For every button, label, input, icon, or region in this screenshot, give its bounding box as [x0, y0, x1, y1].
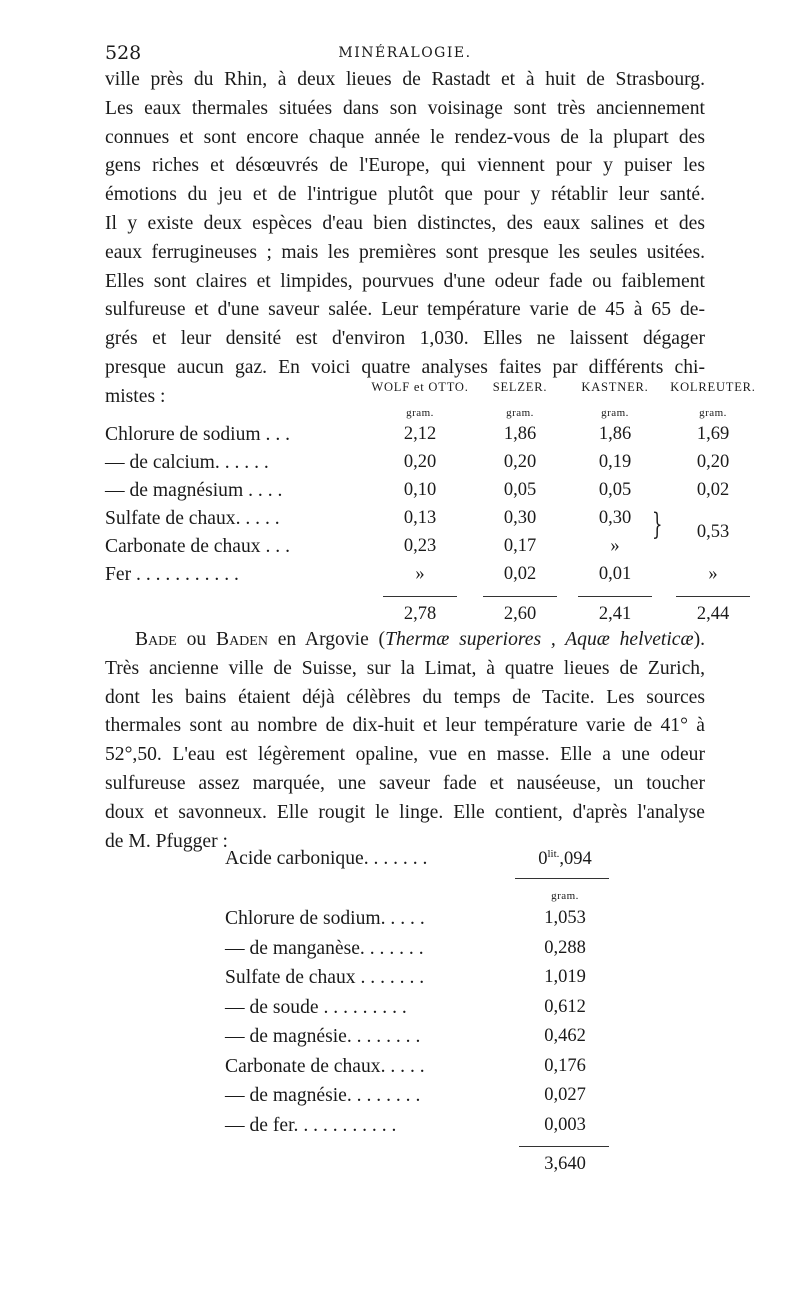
underline-rule — [515, 878, 609, 879]
paragraph-rastadt — [105, 66, 705, 412]
sum-rule — [578, 596, 652, 597]
text-line: grés et leur densité est d'environ 1,030. Elles ne laissent dégager — [105, 328, 705, 350]
table-value: 1,69 — [696, 424, 730, 444]
gas-value-int: 0 — [538, 849, 548, 870]
text-line: Très ancienne ville de Suisse, sur la Limat, à quatre lieues de Zurich, — [105, 657, 705, 679]
text-line: connues et sont encore chaque année le rendez-vous de la plupart des — [105, 126, 705, 148]
row-label: — de calcium. . . . . . — [105, 452, 269, 473]
table-value: 0,05 — [503, 480, 537, 500]
unit-label: gram. — [406, 407, 434, 419]
column-header: KOLREUTER. — [670, 380, 756, 394]
table-value: 0,30 — [503, 508, 537, 528]
row-label: — de manganèse. . . . . . . — [225, 937, 424, 959]
row-label: Chlorure de sodium. . . . . — [225, 908, 425, 929]
analysis-table-four-chemists — [105, 380, 756, 624]
text-line: dont les bains étaient déjà célèbres du temps de Tacite. Les sources — [105, 686, 705, 708]
text-line: émotions du jeu et de l'intrigue plutôt que pour y rétablir leur santé. — [105, 184, 705, 206]
text-line: gens riches et désœuvrés de l'Europe, qui viennent pour y puiser les — [105, 155, 705, 177]
text-line: 52°,50. L'eau est légèrement opaline, vue en masse. Elle a une odeur — [105, 744, 705, 766]
table-value: 0,01 — [598, 564, 632, 584]
table-value: 0,027 — [544, 1085, 586, 1105]
unit-label: gram. — [506, 407, 534, 419]
paragraph-baden-argovie — [105, 626, 705, 856]
table-value: 0,20 — [696, 452, 730, 472]
text-line: Elles sont claires et limpides, pourvues d'une odeur fade ou faiblement — [105, 270, 705, 292]
gas-value-frac: ,094 — [559, 849, 592, 870]
text-line: mistes : — [105, 385, 166, 407]
row-label: Sulfate de chaux . . . . . . . — [225, 967, 425, 988]
analysis-table-pfugger — [105, 848, 705, 1174]
row-label: Fer . . . . . . . . . . . — [105, 564, 239, 585]
gas-value-unit: lit. — [547, 848, 560, 860]
page-number: 528 — [105, 42, 142, 64]
table-value: 0,13 — [403, 508, 437, 528]
table-value: » — [415, 564, 425, 584]
table-value: 0,20 — [403, 452, 437, 472]
row-label: — de soude . . . . . . . . . — [225, 996, 407, 1018]
table-value: 0,288 — [544, 937, 586, 958]
unit-label: gram. — [601, 407, 629, 419]
table-value: 0,05 — [598, 480, 632, 500]
table-value: 1,053 — [544, 908, 586, 928]
table-value: 0,20 — [503, 452, 537, 472]
row-label: Carbonate de chaux . . . — [105, 536, 290, 557]
text-line: thermales sont au nombre de dix-huit et leur température varie de 41° à — [105, 715, 705, 737]
table-value: » — [708, 564, 718, 584]
lead-text: en Argovie ( — [277, 629, 386, 650]
text-line: de M. Pfugger : — [105, 830, 228, 852]
table-value: 0,176 — [544, 1055, 586, 1076]
unit-label: gram. — [699, 407, 727, 419]
total-value: 2,60 — [503, 604, 537, 624]
latin-name: Thermæ superiores , Aquæ helveticæ — [385, 629, 694, 650]
sum-rule — [483, 596, 557, 597]
table-value: 0,02 — [696, 480, 730, 500]
total-value: 2,41 — [598, 604, 632, 624]
text-line: eaux ferrugineuses ; mais les premières sont presque les seules usitées. — [105, 241, 705, 263]
table-value: 1,019 — [544, 967, 586, 987]
total-value: 2,44 — [696, 604, 730, 624]
text-line: doux et savonneux. Elle rougit le linge. Elle contient, d'après l'analyse — [105, 801, 705, 823]
grouping-brace: } — [652, 507, 663, 542]
row-label: — de magnésie. . . . . . . . — [225, 1026, 421, 1047]
table-value: 2,12 — [403, 424, 437, 444]
sum-rule — [676, 596, 750, 597]
row-label: — de fer. . . . . . . . . . . — [225, 1114, 397, 1136]
place-name-alt: Baden — [216, 629, 268, 650]
paragraph-lead-line — [105, 626, 705, 655]
table-value: 0,30 — [598, 508, 632, 528]
table-value: 0,02 — [503, 564, 537, 584]
row-label: — de magnésium . . . . — [105, 480, 283, 501]
total-value: 2,78 — [403, 604, 437, 624]
table-value: 0,612 — [544, 996, 586, 1017]
column-header: KASTNER. — [581, 380, 649, 394]
table-value: 0,10 — [403, 480, 437, 500]
table-value: 0,23 — [403, 536, 437, 556]
sum-rule — [383, 596, 457, 597]
connector-word: ou — [186, 629, 207, 650]
table-value: 0,17 — [503, 536, 537, 556]
unit-label: gram. — [551, 890, 579, 902]
row-label: — de magnésie. . . . . . . . — [225, 1085, 421, 1106]
table-value: » — [610, 536, 620, 556]
lead-close: ). — [693, 629, 705, 650]
gas-value — [517, 848, 613, 870]
text-line: sulfureuse assez marquée, une saveur fade et nauséeuse, un toucher — [105, 772, 705, 794]
total-value: 3,640 — [544, 1154, 586, 1174]
row-label: Acide carbonique. . . . . . . — [225, 848, 428, 869]
text-line: presque aucun gaz. En voici quatre analyses faites par différents chi- — [105, 356, 705, 378]
row-label: Carbonate de chaux. . . . . — [225, 1055, 425, 1077]
row-label: Sulfate de chaux. . . . . — [105, 508, 280, 529]
sum-rule — [519, 1146, 609, 1147]
table-value: 1,86 — [503, 424, 537, 444]
table-value: 1,86 — [598, 424, 632, 444]
column-header: SELZER. — [492, 380, 548, 394]
merged-value: 0,53 — [696, 522, 730, 542]
text-line: Les eaux thermales situées dans son voisinage sont très anciennement — [105, 97, 705, 119]
table-value: 0,003 — [544, 1114, 586, 1135]
place-name: Bade — [135, 629, 177, 650]
column-header: WOLF et OTTO. — [371, 380, 469, 394]
table-value: 0,462 — [544, 1026, 586, 1046]
page-header — [105, 42, 705, 66]
text-line: ville près du Rhin, à deux lieues de Rastadt et à huit de Strasbourg. — [105, 69, 705, 90]
table-value: 0,19 — [598, 452, 632, 472]
running-title: MINÉRALOGIE. — [338, 45, 472, 61]
row-label: Chlorure de sodium . . . — [105, 424, 291, 445]
text-line: Il y existe deux espèces d'eau bien distinctes, des eaux salines et des — [105, 212, 705, 234]
text-line: sulfureuse et d'une saveur salée. Leur température varie de 45 à 65 de- — [105, 299, 705, 321]
